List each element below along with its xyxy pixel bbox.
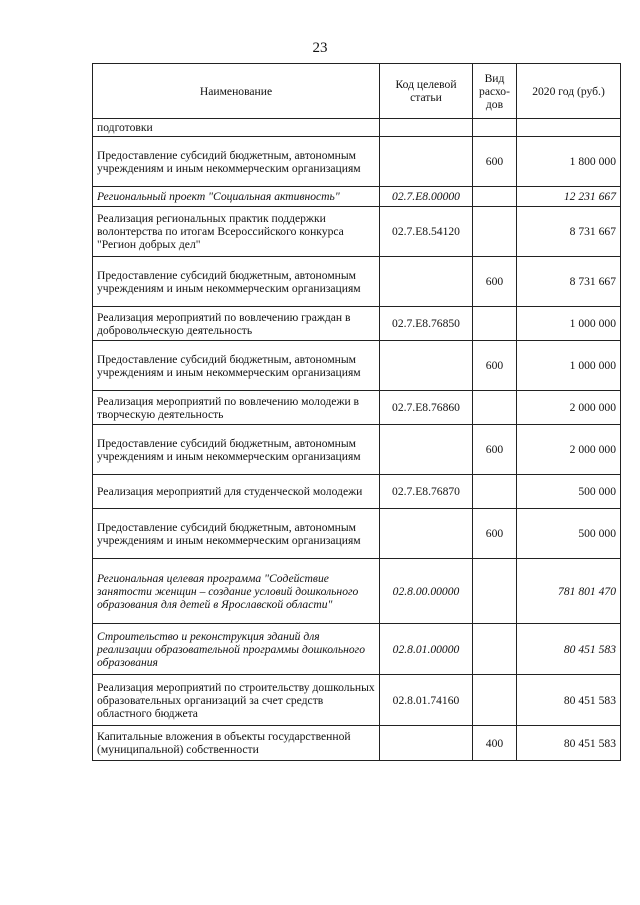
row-amount-cell: 500 000 (517, 475, 621, 509)
row-code-cell (380, 425, 473, 475)
row-code-cell: 02.8.01.74160 (380, 675, 473, 726)
row-amount-cell: 2 000 000 (517, 425, 621, 475)
row-name-cell: Капитальные вложения в объекты государственной (муниципальной) собственности (93, 726, 380, 761)
header-code: Код целевой статьи (380, 64, 473, 119)
row-code-cell (380, 509, 473, 559)
row-code-cell: 02.7.E8.00000 (380, 187, 473, 207)
row-expense-type-cell (473, 624, 517, 675)
row-amount-cell (517, 119, 621, 137)
row-expense-type-cell: 400 (473, 726, 517, 761)
row-expense-type-cell: 600 (473, 137, 517, 187)
row-name-cell: Строительство и реконструкция зданий для реализации образовательной программы дошкольного образования (93, 624, 380, 675)
row-code-cell (380, 257, 473, 307)
row-expense-type-cell (473, 675, 517, 726)
row-amount-cell: 1 800 000 (517, 137, 621, 187)
page-number: 23 (312, 40, 328, 56)
table-row (93, 624, 621, 675)
row-name-cell: Реализация мероприятий по вовлечению граждан в добровольческую деятельность (93, 307, 380, 341)
row-amount-cell: 1 000 000 (517, 341, 621, 391)
row-name-cell: Реализация региональных практик поддержки волонтерства по итогам Всероссийского конкурса "Регион добрых дел" (93, 207, 380, 257)
row-name-cell: Предоставление субсидий бюджетным, автономным учреждениям и иным некоммерческим организациям (93, 137, 380, 187)
row-expense-type-cell (473, 475, 517, 509)
row-code-cell: 02.7.E8.76870 (380, 475, 473, 509)
row-code-cell: 02.8.01.00000 (380, 624, 473, 675)
table-body (93, 119, 621, 761)
table-row (93, 425, 621, 475)
row-code-cell (380, 726, 473, 761)
row-amount-cell: 1 000 000 (517, 307, 621, 341)
row-expense-type-cell: 600 (473, 425, 517, 475)
row-amount-cell: 80 451 583 (517, 726, 621, 761)
row-code-cell: 02.7.E8.76850 (380, 307, 473, 341)
row-name-cell: Предоставление субсидий бюджетным, автономным учреждениям и иным некоммерческим организациям (93, 257, 380, 307)
row-amount-cell: 8 731 667 (517, 207, 621, 257)
table-row (93, 341, 621, 391)
row-name-cell: Региональный проект "Социальная активность" (93, 187, 380, 207)
row-amount-cell: 2 000 000 (517, 391, 621, 425)
row-code-cell: 02.7.E8.54120 (380, 207, 473, 257)
row-expense-type-cell (473, 187, 517, 207)
row-amount-cell: 12 231 667 (517, 187, 621, 207)
row-code-cell: 02.7.E8.76860 (380, 391, 473, 425)
table-row (93, 187, 621, 207)
row-expense-type-cell (473, 391, 517, 425)
row-amount-cell: 500 000 (517, 509, 621, 559)
table-row (93, 726, 621, 761)
table-row (93, 509, 621, 559)
row-name-cell: Реализация мероприятий по вовлечению молодежи в творческую деятельность (93, 391, 380, 425)
table-row (93, 675, 621, 726)
table-row (93, 257, 621, 307)
table-row (93, 207, 621, 257)
row-code-cell (380, 137, 473, 187)
row-expense-type-cell (473, 207, 517, 257)
header-amount-2020: 2020 год (руб.) (517, 64, 621, 119)
table-row (93, 119, 621, 137)
header-name: Наименование (93, 64, 380, 119)
table-row (93, 137, 621, 187)
row-name-cell: Региональная целевая программа "Содействие занятости женщин – создание условий дошкольного образования для детей в Ярославской области" (93, 559, 380, 624)
row-code-cell (380, 119, 473, 137)
row-name-cell: Предоставление субсидий бюджетным, автономным учреждениям и иным некоммерческим организациям (93, 425, 380, 475)
row-expense-type-cell: 600 (473, 509, 517, 559)
row-name-cell: Предоставление субсидий бюджетным, автономным учреждениям и иным некоммерческим организациям (93, 341, 380, 391)
row-expense-type-cell: 600 (473, 257, 517, 307)
row-expense-type-cell (473, 119, 517, 137)
header-expense-type: Вид расхо-дов (473, 64, 517, 119)
budget-table (92, 63, 621, 761)
table-row (93, 391, 621, 425)
table-row (93, 475, 621, 509)
row-name-cell: подготовки (93, 119, 380, 137)
row-name-cell: Реализация мероприятий по строительству дошкольных образовательных организаций за счет средств областного бюджета (93, 675, 380, 726)
row-expense-type-cell (473, 559, 517, 624)
table-row (93, 307, 621, 341)
row-name-cell: Предоставление субсидий бюджетным, автономным учреждениям и иным некоммерческим организациям (93, 509, 380, 559)
row-expense-type-cell (473, 307, 517, 341)
row-amount-cell: 80 451 583 (517, 624, 621, 675)
table-row (93, 559, 621, 624)
row-code-cell: 02.8.00.00000 (380, 559, 473, 624)
row-expense-type-cell: 600 (473, 341, 517, 391)
table-header-row (93, 64, 621, 119)
row-name-cell: Реализация мероприятий для студенческой молодежи (93, 475, 380, 509)
row-code-cell (380, 341, 473, 391)
row-amount-cell: 781 801 470 (517, 559, 621, 624)
row-amount-cell: 80 451 583 (517, 675, 621, 726)
row-amount-cell: 8 731 667 (517, 257, 621, 307)
